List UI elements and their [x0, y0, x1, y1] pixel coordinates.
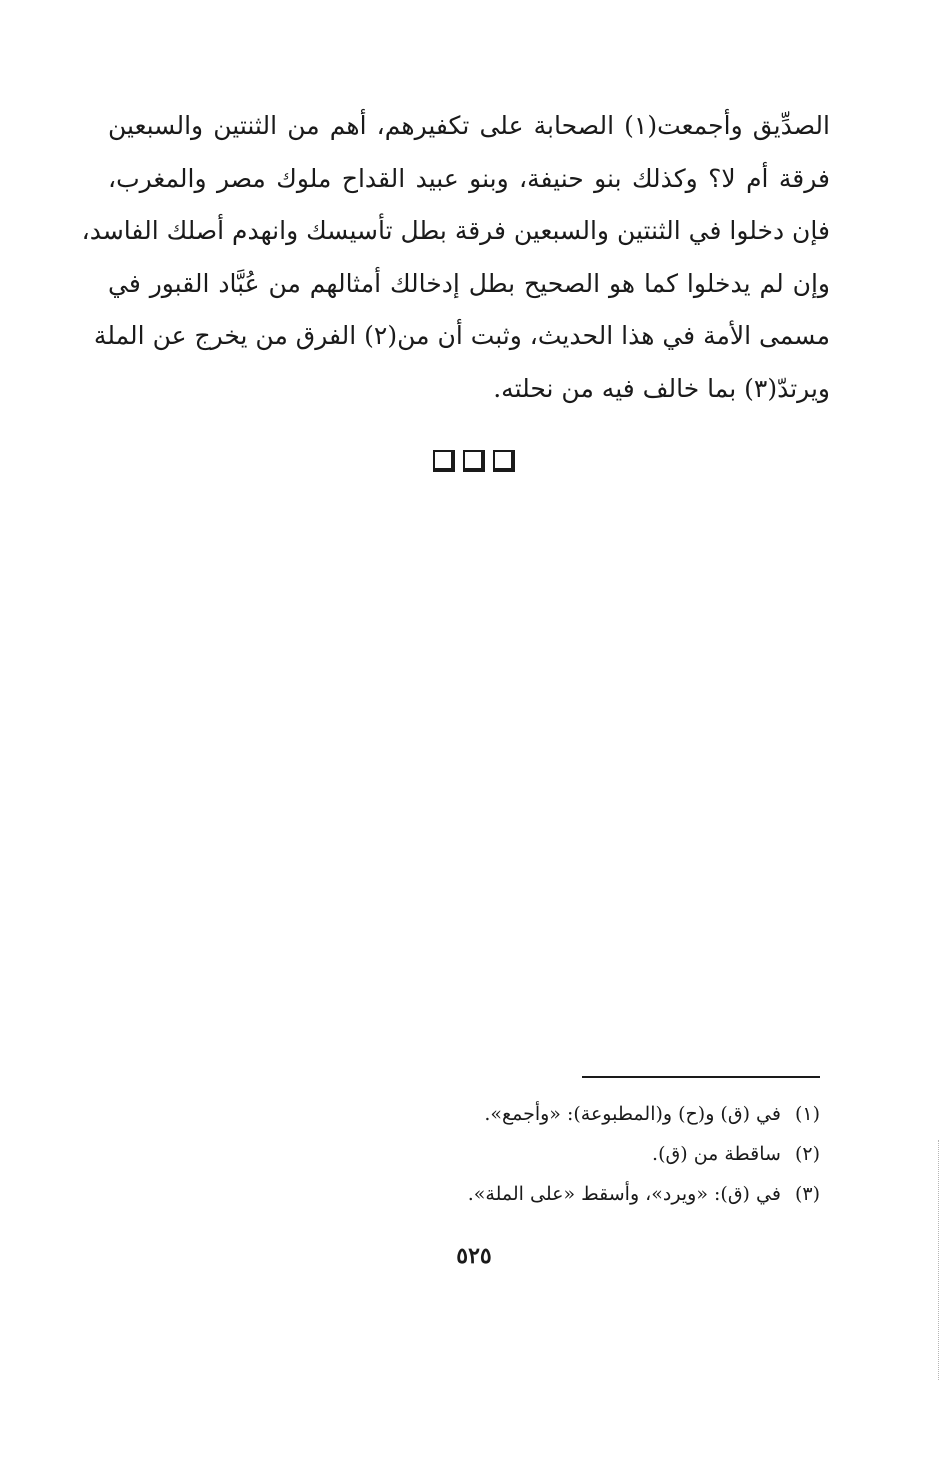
- text-line: الصدِّيق وأجمعت(١) الصحابة على تكفيرهم، أهم من الثنتين والسبعين: [108, 111, 830, 140]
- footnote-text: في (ق): «ويرد»، وأسقط «على الملة».: [467, 1183, 781, 1205]
- footnotes: [300, 1094, 820, 1214]
- text-line: فإن دخلوا في الثنتين والسبعين فرقة بطل تأسيسك وانهدم أصلك الفاسد،: [81, 216, 830, 245]
- footnote-text: ساقطة من (ق).: [652, 1143, 781, 1165]
- footnote-separator: [582, 1076, 820, 1078]
- square-ornament-icon: [433, 450, 455, 472]
- scan-edge-artifact: [938, 1140, 941, 1380]
- square-ornament-icon: [493, 450, 515, 472]
- square-ornament-icon: [463, 450, 485, 472]
- text-line: مسمى الأمة في هذا الحديث، وثبت أن من(٢) الفرق من يخرج عن الملة: [93, 321, 830, 350]
- footnote-number: (١): [794, 1103, 820, 1125]
- footnote-number: (٢): [794, 1143, 820, 1165]
- main-paragraph: [81, 100, 830, 415]
- footnote-text: في (ق) و(ح) و(المطبوعة): «وأجمع».: [484, 1103, 781, 1125]
- footnote-item: [300, 1134, 820, 1174]
- text-line: فرقة أم لا؟ وكذلك بنو حنيفة، وبنو عبيد القداح ملوك مصر والمغرب،: [108, 163, 830, 193]
- text-line: وإن لم يدخلوا كما هو الصحيح بطل إدخالك أمثالهم من عُبَّاد القبور في: [108, 268, 830, 298]
- page-number: ٥٢٥: [456, 1243, 492, 1269]
- section-divider-ornament: [0, 450, 948, 472]
- footnote-number: (٣): [794, 1183, 820, 1205]
- footnote-item: [300, 1174, 820, 1214]
- footnote-item: [300, 1094, 820, 1134]
- text-line: ويرتدّ(٣) بما خالف فيه من نحلته.: [493, 373, 830, 403]
